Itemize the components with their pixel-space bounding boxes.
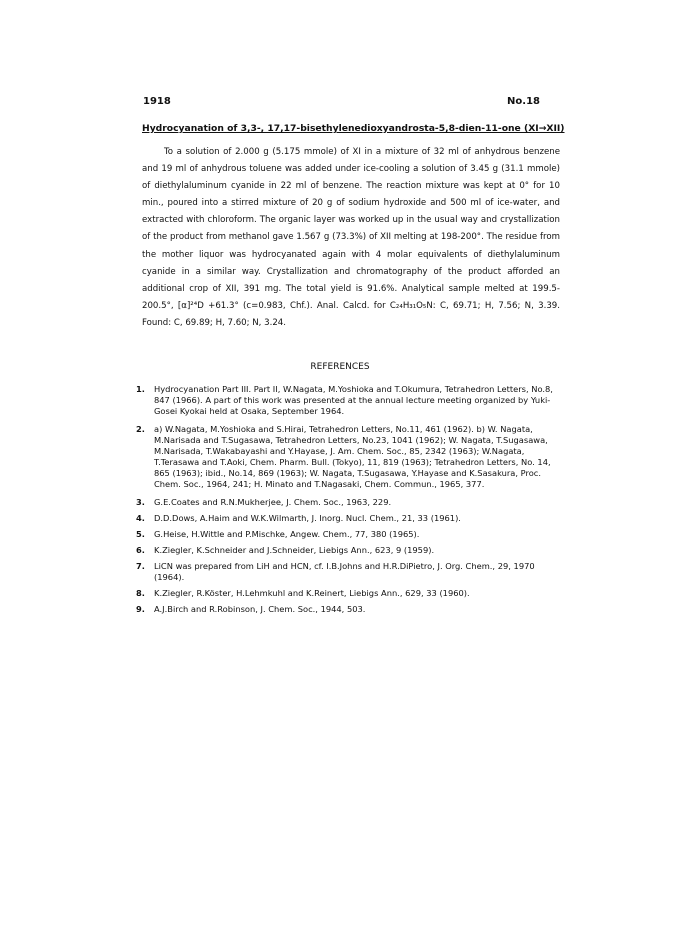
reference-item <box>136 497 556 508</box>
reference-number: 7. <box>136 561 145 571</box>
paragraph-text: To a solution of 2.000 g (5.175 mmole) of XI in a mixture of 32 ml of anhydrous benzene and 19 ml of anhydrous toluene was added under ice-cooling a solution of 3.45 g (31.1 mmole) of diethylaluminum cyanide in 22 ml of benzene. The reaction mixture was kept at 0° for 10 min., poured into a stirred mixture of 20 g of sodium hydroxide and 500 ml of ice-water, and extracted with chloroform. The organic layer was worked up in the usual way and crystallization of the product from methanol gave 1.567 g (73.3%) of XII melting at 198-200°. The residue from the mother liquor was hydrocyanated again with 4 molar equivalents of diethylaluminum cyanide in a similar way. Crystallization and chromatography of the product afforded an additional crop of XII, 391 mg. The total yield is 91.6%. Analytical sample melted at 199.5-200.5°, [α]²⁴D +61.3° (c=0.983, Chf.). Anal. Calcd. for C₂₄H₃₁O₅N: C, 69.71; H, 7.56; N, 3.39. Found: C, 69.89; H, 7.60; N, 3.24. <box>142 147 560 328</box>
reference-number: 3. <box>136 497 145 507</box>
reference-number: 4. <box>136 513 145 523</box>
reference-text: G.E.Coates and R.N.Mukherjee, J. Chem. Soc., 1963, 229. <box>154 497 392 507</box>
reference-text: Hydrocyanation Part III. Part II, W.Nagata, M.Yoshioka and T.Okumura, Tetrahedron Letters, No.8, 847 (1966). A part of this work was presented at the annual lecture meeting organized by Yuki-Gosei Kyokai held at Osaka, September 1964. <box>154 384 553 416</box>
reference-item <box>136 513 556 524</box>
reference-item <box>136 561 556 583</box>
reference-text: LiCN was prepared from LiH and HCN, cf. I.B.Johns and H.R.DiPietro, J. Org. Chem., 29, 1970 (1964). <box>154 561 535 582</box>
reference-number: 6. <box>136 545 145 555</box>
reference-item <box>136 384 556 417</box>
references-title: REFERENCES <box>310 362 370 372</box>
reference-number: 9. <box>136 604 145 614</box>
issue-number: No.18 <box>507 96 540 107</box>
reference-text: K.Ziegler, K.Schneider and J.Schneider, Liebigs Ann., 623, 9 (1959). <box>154 545 435 555</box>
reference-item <box>136 424 556 490</box>
references-list <box>136 384 556 620</box>
reference-item <box>136 545 556 556</box>
reference-item <box>136 588 556 599</box>
reference-text: K.Ziegler, R.Köster, H.Lehmkuhl and K.Reinert, Liebigs Ann., 629, 33 (1960). <box>154 588 470 598</box>
section-heading: Hydrocyanation of 3,3-, 17,17-bisethylenedioxyandrosta-5,8-dien-11-one (XI→XII) <box>142 123 565 134</box>
reference-number: 1. <box>136 384 145 394</box>
reference-text: D.D.Dows, A.Haim and W.K.Wilmarth, J. Inorg. Nucl. Chem., 21, 33 (1961). <box>154 513 461 523</box>
reference-text: A.J.Birch and R.Robinson, J. Chem. Soc., 1944, 503. <box>154 604 366 614</box>
reference-text: G.Heise, H.Wittle and P.Mischke, Angew. Chem., 77, 380 (1965). <box>154 529 420 539</box>
reference-number: 8. <box>136 588 145 598</box>
reference-item <box>136 604 556 615</box>
experimental-paragraph <box>142 144 560 332</box>
reference-text: a) W.Nagata, M.Yoshioka and S.Hirai, Tetrahedron Letters, No.11, 461 (1962). b) W. Nagata, M.Narisada and T.Sugasawa, Tetrahedron Letters, No.23, 1041 (1962); W. Nagata, T.Sugasawa, M.Narisada, T.Wakabayashi and Y.Hayase, J. Am. Chem. Soc., 85, 2342 (1963); W.Nagata, T.Terasawa and T.Aoki, Chem. Pharm. Bull. (Tokyo), 11, 819 (1963); Tetrahedron Letters, No. 14, 865 (1963); ibid., No.14, 869 (1963); W. Nagata, T.Sugasawa, Y.Hayase and K.Sasakura, Proc. Chem. Soc., 1964, 241; H. Minato and T.Nagasaki, Chem. Commun., 1965, 377. <box>154 424 551 489</box>
reference-item <box>136 529 556 540</box>
reference-number: 5. <box>136 529 145 539</box>
reference-number: 2. <box>136 424 145 434</box>
page-number: 1918 <box>143 96 171 107</box>
